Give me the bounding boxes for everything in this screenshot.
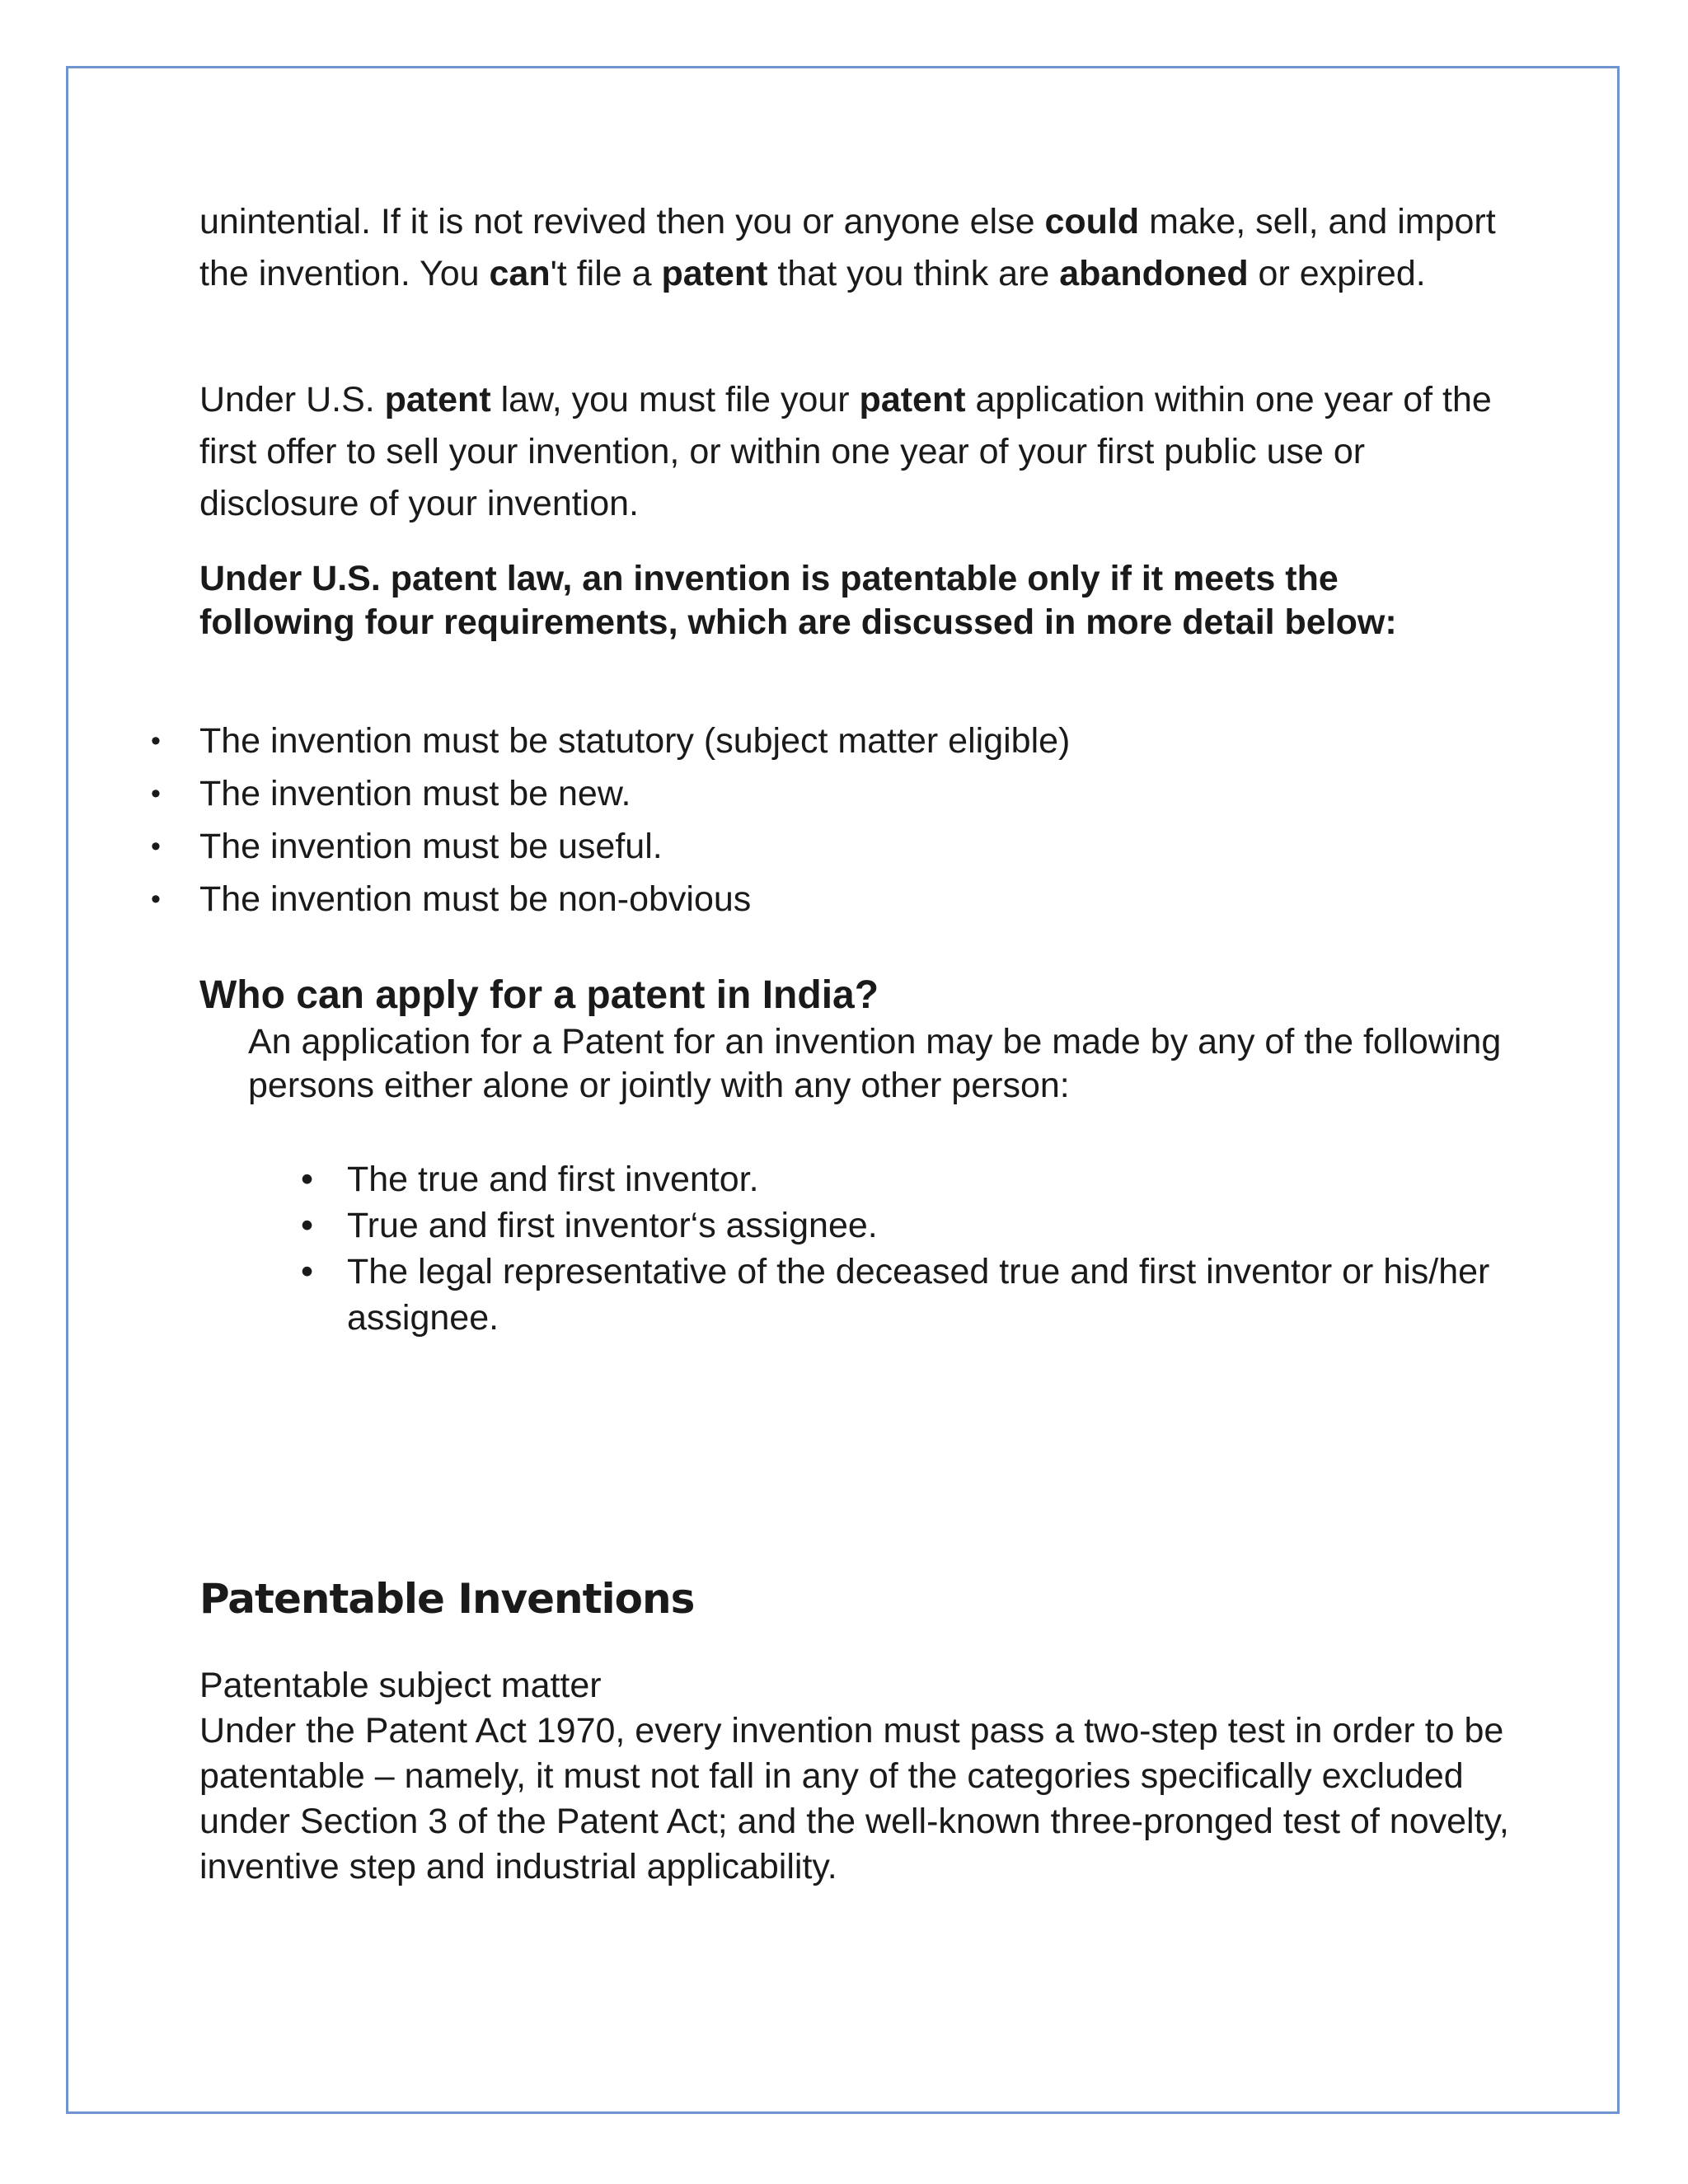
bold-word: can — [489, 254, 551, 293]
paragraph-requirements-intro: Under U.S. patent law, an invention is patentable only if it meets the following four requirements, which are discussed in more detail below: — [199, 559, 1397, 642]
who-can-apply-heading: Who can apply for a patent in India? — [199, 973, 879, 1017]
bullet-icon: • — [151, 725, 161, 757]
list-item-text: The legal representative of the deceased true and first inventor or his/her assignee. — [347, 1252, 1490, 1338]
bullet-icon: • — [301, 1206, 314, 1245]
patentable-inventions-heading: Patentable Inventions — [199, 1575, 695, 1623]
text-span: law, you must file your — [490, 380, 860, 419]
paragraph-revival — [199, 196, 1518, 300]
text-span: Under U.S. — [199, 380, 385, 419]
requirements-list — [0, 715, 1070, 926]
list-item — [0, 767, 1070, 820]
list-item — [0, 1156, 1517, 1202]
list-item — [0, 715, 1070, 767]
bold-word: abandoned — [1059, 254, 1249, 293]
text-span: or expired. — [1248, 254, 1426, 293]
text-span: application within one year of the first offer to sell your invention, or within one year of your first public use or disclosure of your invention. — [199, 380, 1492, 523]
list-item — [0, 820, 1070, 873]
list-item — [0, 873, 1070, 926]
text-span: 't file a — [550, 254, 662, 293]
who-can-apply-intro: An application for a Patent for an invention may be made by any of the following persons either alone or jointly with any other person: — [248, 1022, 1502, 1105]
patent-act-paragraph: Under the Patent Act 1970, every invention must pass a two-step test in order to be patentable – namely, it must not fall in any of the categories specifically excluded under Section 3 of the Patent Act; and the well-known three-pronged test of novelty, inventive step and industrial applicability. — [199, 1711, 1509, 1886]
text-span: make, sell, and import the invention. You — [199, 202, 1496, 293]
list-item-text: The invention must be statutory (subject matter eligible) — [199, 721, 1071, 761]
bullet-icon: • — [301, 1160, 314, 1199]
bold-word: patent — [384, 380, 491, 419]
bullet-icon: • — [151, 883, 161, 915]
bullet-icon: • — [301, 1252, 314, 1291]
applicants-list — [0, 1156, 1517, 1341]
bullet-icon: • — [151, 778, 161, 809]
list-item-text: The invention must be new. — [199, 774, 631, 813]
list-item-text: The invention must be non-obvious — [199, 879, 752, 919]
list-item — [0, 1202, 1517, 1249]
paragraph-filing-deadline — [199, 374, 1518, 530]
text-span: that you think are — [767, 254, 1060, 293]
list-item-text: The true and first inventor. — [347, 1160, 759, 1199]
patentable-subject-matter-label: Patentable subject matter — [199, 1666, 602, 1705]
bullet-icon: • — [151, 831, 161, 862]
bold-word: patent — [859, 380, 966, 419]
list-item-text: True and first inventor‘s assignee. — [347, 1206, 878, 1245]
list-item — [0, 1249, 1517, 1341]
text-span: unintential. If it is not revived then you or anyone else — [199, 202, 1045, 241]
bold-word: patent — [661, 254, 768, 293]
list-item-text: The invention must be useful. — [199, 827, 663, 866]
bold-word: could — [1044, 202, 1140, 241]
